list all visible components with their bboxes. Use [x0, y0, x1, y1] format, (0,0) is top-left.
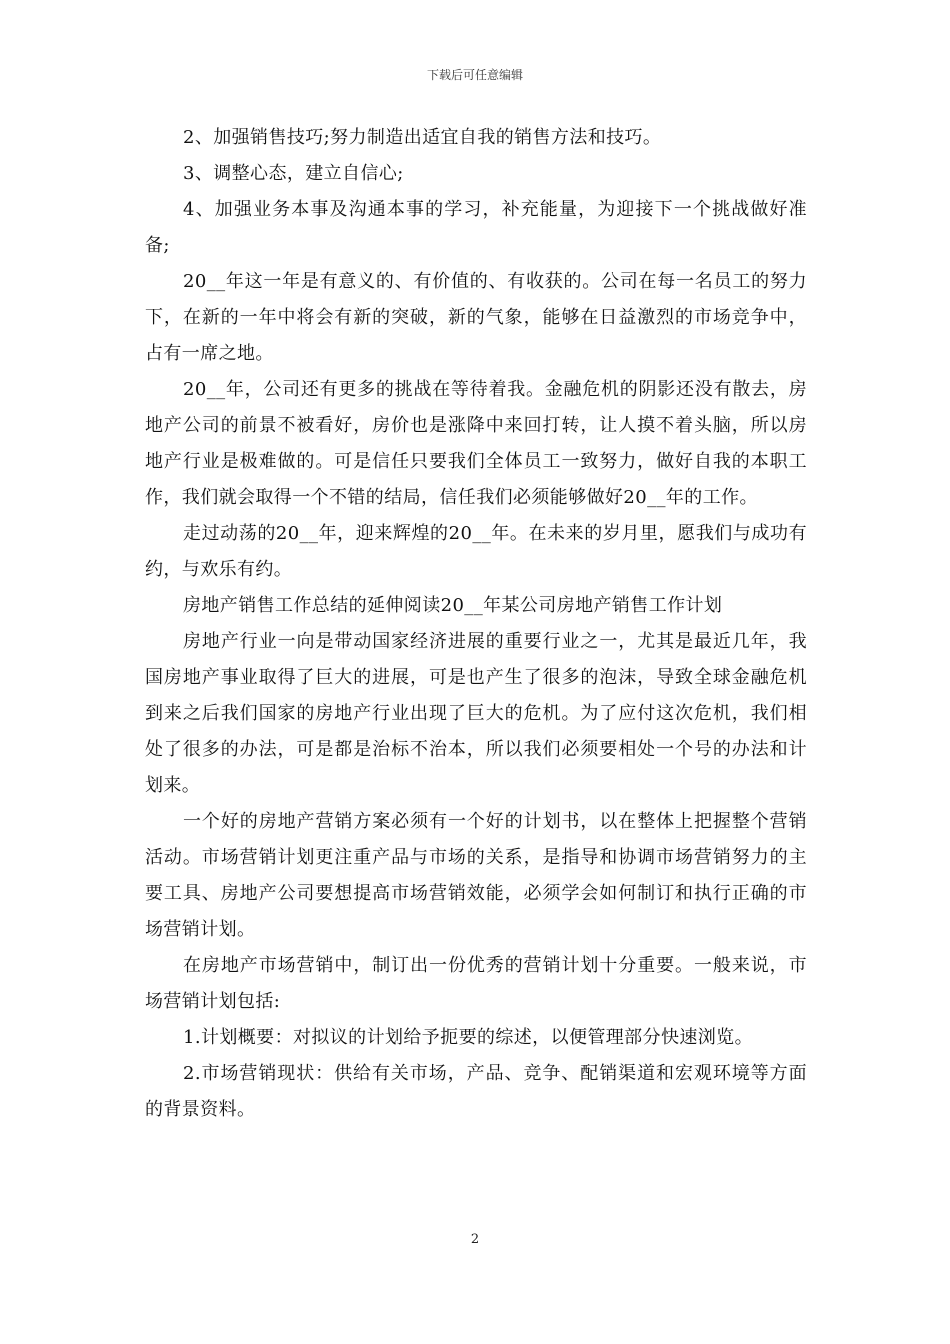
paragraph-4: 20__年这一年是有意义的、有价值的、有收获的。公司在每一名员工的努力下，在新的一年中将会有新的突破，新的气象，能够在日益激烈的市场竞争中，占有一席之地。: [145, 271, 807, 364]
paragraph-12: 2.市场营销现状：供给有关市场，产品、竞争、配销渠道和宏观环境等方面的背景资料。: [145, 1063, 807, 1120]
paragraph-10: 在房地产市场营销中，制订出一份优秀的营销计划十分重要。一般来说，市场营销计划包括:: [145, 955, 807, 1012]
page-number: 2: [470, 1232, 480, 1247]
document-body: [145, 120, 807, 1128]
paragraph-1: 2、加强销售技巧;努力制造出适宜自我的销售方法和技巧。: [183, 127, 662, 148]
paragraph-6: 走过动荡的20__年，迎来辉煌的20__年。在未来的岁月里，愿我们与成功有约，与欢乐有约。: [145, 523, 807, 580]
paragraph-9: 一个好的房地产营销方案必须有一个好的计划书，以在整体上把握整个营销活动。市场营销计划更注重产品与市场的关系，是指导和协调市场营销努力的主要工具、房地产公司要想提高市场营销效能，必须学会如何制订和执行正确的市场营销计划。: [145, 811, 807, 940]
paragraph-8: 房地产行业一向是带动国家经济进展的重要行业之一，尤其是最近几年，我国房地产事业取得了巨大的进展，可是也产生了很多的泡沫，导致全球金融危机到来之后我们国家的房地产行业出现了巨大的危机。为了应付这次危机，我们相处了很多的办法，可是都是治标不治本，所以我们必须要相处一个号的办法和计划来。: [145, 631, 807, 796]
page-header: 下载后可任意编辑: [426, 68, 523, 82]
paragraph-3: 4、加强业务本事及沟通本事的学习，补充能量，为迎接下一个挑战做好准备;: [145, 199, 807, 256]
paragraph-11: 1.计划概要：对拟议的计划给予扼要的综述，以便管理部分快速浏览。: [183, 1027, 753, 1048]
paragraph-7: 房地产销售工作总结的延伸阅读20__年某公司房地产销售工作计划: [183, 595, 723, 616]
paragraph-5: 20__年，公司还有更多的挑战在等待着我。金融危机的阴影还没有散去，房地产公司的前景不被看好，房价也是涨降中来回打转，让人摸不着头脑，所以房地产行业是极难做的。可是信任只要我们全体员工一致努力，做好自我的本职工作，我们就会取得一个不错的结局，信任我们必须能够做好20__年的工作。: [145, 379, 807, 508]
paragraph-2: 3、调整心态，建立自信心;: [183, 163, 404, 184]
